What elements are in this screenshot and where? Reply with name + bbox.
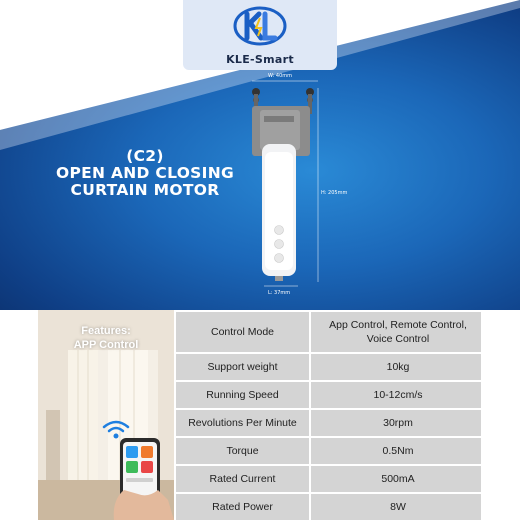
headline-line-3: CURTAIN MOTOR	[70, 181, 220, 199]
table-row	[175, 465, 486, 493]
table-row	[175, 493, 486, 520]
height-dimension: H: 205mm	[321, 190, 348, 196]
feature-title-line-2: APP Control	[73, 339, 139, 351]
spec-label: Torque	[175, 437, 310, 465]
spec-label: Rated Current	[175, 465, 310, 493]
spec-value: 10-12cm/s	[310, 381, 486, 409]
table-row	[175, 381, 486, 409]
hand-holding-phone	[108, 480, 174, 520]
curtain-motor-image	[240, 72, 340, 304]
wifi-icon	[102, 418, 130, 440]
spec-value: 30rpm	[310, 409, 486, 437]
table-row	[175, 311, 486, 353]
spec-value: 10kg	[310, 353, 486, 381]
spec-value: App Control, Remote Control, Voice Control	[310, 311, 486, 353]
spec-label: Revolutions Per Minute	[175, 409, 310, 437]
feature-title-line-1: Features:	[81, 325, 131, 337]
table-row	[175, 437, 486, 465]
spec-table	[174, 310, 487, 520]
brand-logo-icon	[233, 4, 287, 48]
product-headline	[45, 148, 245, 199]
spec-value: 0.5Nm	[310, 437, 486, 465]
length-dimension: L: 37mm	[268, 290, 291, 296]
spec-label: Running Speed	[175, 381, 310, 409]
spec-label: Control Mode	[175, 311, 310, 353]
spec-value: 8W	[310, 493, 486, 520]
table-row	[175, 409, 486, 437]
spec-label: Support weight	[175, 353, 310, 381]
table-row	[175, 353, 486, 381]
width-dimension: W: 40mm	[268, 73, 293, 79]
feature-title	[38, 324, 174, 352]
brand-name: KLE-Smart	[226, 53, 294, 66]
spec-value: 500mA	[310, 465, 486, 493]
headline-line-2: OPEN AND CLOSING	[55, 164, 235, 182]
left-margin	[0, 310, 38, 520]
spec-label: Rated Power	[175, 493, 310, 520]
app-control-feature-panel	[38, 310, 174, 520]
specifications-table	[174, 310, 481, 520]
headline-model: (C2)	[126, 147, 164, 165]
